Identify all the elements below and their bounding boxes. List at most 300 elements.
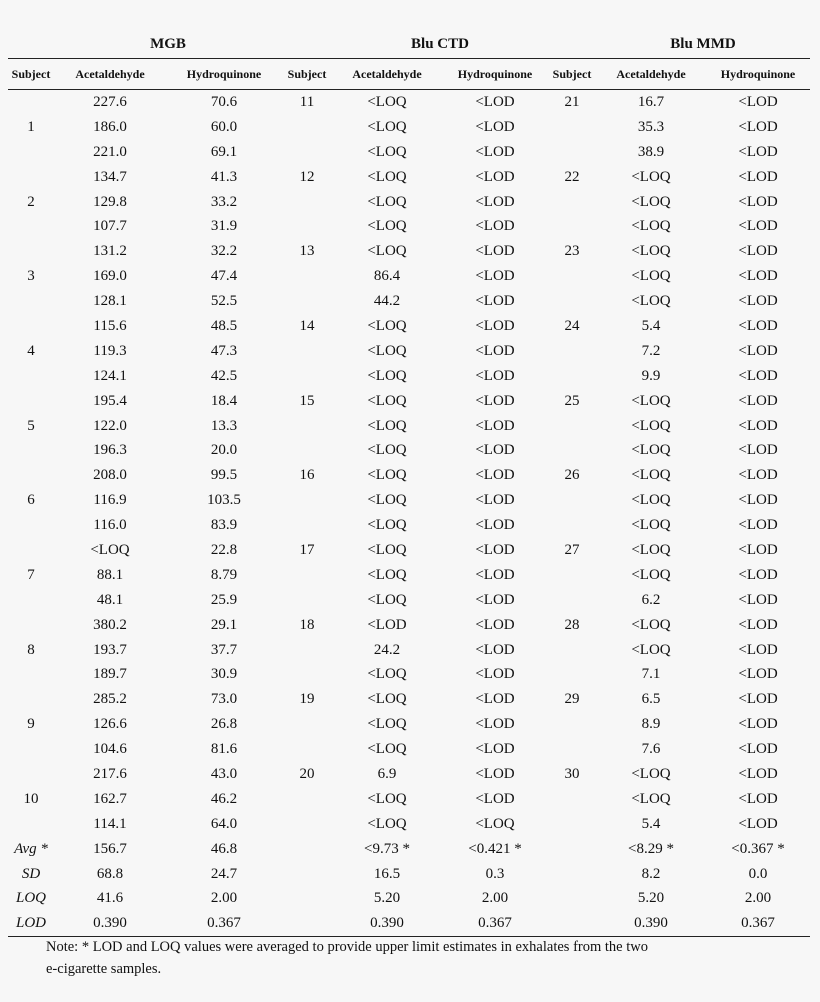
mmd-acetaldehyde-cell: <LOQ [631, 541, 671, 558]
mmd-subject-cell: 29 [564, 691, 580, 708]
mmd-hydroquinone-cell: <LOD [738, 741, 778, 758]
table-row [8, 264, 810, 289]
table-body [8, 90, 810, 937]
mmd-hydroquinone-cell: <LOD [738, 691, 778, 708]
mgb-acetaldehyde-cell: 134.7 [93, 168, 127, 185]
summary-value: 5.20 [373, 890, 401, 907]
mgb-subject-cell: 1 [27, 118, 35, 135]
mmd-acetaldehyde-cell: <LOQ [631, 790, 671, 807]
group-header-blu-mmd: Blu MMD [670, 35, 736, 52]
mmd-hydroquinone-cell: <LOD [738, 243, 778, 260]
mgb-subject-cell [8, 214, 54, 239]
ctd-acetaldehyde-cell: <LOQ [367, 492, 407, 509]
table-row [8, 563, 810, 588]
table-row [8, 140, 810, 165]
mgb-hydroquinone-cell: 99.5 [210, 467, 238, 484]
ctd-subject-cell: 19 [299, 691, 315, 708]
mmd-subject-cell [548, 488, 596, 513]
mmd-hydroquinone-cell: <LOD [738, 168, 778, 185]
summary-value: 2.00 [210, 890, 238, 907]
mgb-hydroquinone-cell: 69.1 [210, 143, 238, 160]
mgb-subject-cell: 5 [27, 417, 35, 434]
table-row [8, 115, 810, 140]
ctd-subject-cell [282, 488, 332, 513]
mgb-hydroquinone-cell: 47.3 [210, 342, 238, 359]
ctd-subject-cell [282, 588, 332, 613]
mgb-subject-cell [8, 662, 54, 687]
ctd-hydroquinone-cell: <LOD [475, 268, 515, 285]
ctd-hydroquinone-cell: <LOD [475, 790, 515, 807]
mgb-acetaldehyde-cell: 114.1 [93, 815, 127, 832]
ctd-acetaldehyde-cell: <LOQ [367, 317, 407, 334]
ctd-hydroquinone-cell: <LOD [475, 218, 515, 235]
mgb-acetaldehyde-cell: 116.9 [93, 492, 127, 509]
mgb-subject-cell: 4 [27, 342, 35, 359]
mmd-acetaldehyde-cell: <LOQ [631, 641, 671, 658]
table-row [8, 687, 810, 712]
ctd-hydroquinone-cell: <LOD [475, 392, 515, 409]
ctd-acetaldehyde-cell: 86.4 [373, 268, 401, 285]
mmd-acetaldehyde-cell: <LOQ [631, 218, 671, 235]
column-header-row [8, 59, 810, 90]
ctd-hydroquinone-cell: <LOQ [475, 815, 515, 832]
mgb-subject-cell [8, 165, 54, 190]
mmd-subject-cell [548, 737, 596, 762]
mmd-hydroquinone-cell: <LOD [738, 517, 778, 534]
mgb-acetaldehyde-cell: 88.1 [96, 566, 124, 583]
mmd-subject-cell [548, 115, 596, 140]
mmd-hydroquinone-cell: <LOD [738, 193, 778, 210]
summary-value: 0.367 [706, 911, 810, 936]
mgb-subject-cell: 7 [27, 566, 35, 583]
mgb-subject-cell: 3 [27, 268, 35, 285]
ctd-hydroquinone-cell: <LOD [475, 367, 515, 384]
mmd-subject-cell [548, 438, 596, 463]
mgb-subject-cell [8, 513, 54, 538]
table-row [8, 239, 810, 264]
mmd-subject-cell: 28 [564, 616, 580, 633]
table-row [8, 90, 810, 115]
summary-value: 0.390 [54, 911, 166, 936]
ctd-subject-cell [282, 339, 332, 364]
column-header: Subject [8, 59, 54, 90]
mmd-acetaldehyde-cell: <LOQ [631, 168, 671, 185]
mmd-hydroquinone-cell: <LOD [738, 268, 778, 285]
ctd-subject-cell [282, 662, 332, 687]
ctd-hydroquinone-cell: <LOD [475, 467, 515, 484]
mgb-hydroquinone-cell: 8.79 [210, 566, 238, 583]
mmd-subject-cell [548, 787, 596, 812]
ctd-hydroquinone-cell: <LOD [475, 716, 515, 733]
mgb-subject-cell [8, 314, 54, 339]
table-row [8, 414, 810, 439]
table-row [8, 662, 810, 687]
ctd-subject-cell [282, 787, 332, 812]
ctd-acetaldehyde-cell: <LOQ [367, 666, 407, 683]
ctd-subject-cell: 17 [299, 541, 315, 558]
mmd-subject-cell: 21 [564, 93, 580, 110]
ctd-subject-cell [282, 289, 332, 314]
table-row [8, 812, 810, 837]
ctd-subject-cell [282, 513, 332, 538]
mgb-subject-cell [8, 812, 54, 837]
summary-label: Avg * [14, 840, 48, 857]
mmd-subject-cell [548, 812, 596, 837]
empty-cell [548, 887, 596, 912]
mmd-acetaldehyde-cell: <LOQ [631, 193, 671, 210]
ctd-acetaldehyde-cell: <LOQ [367, 517, 407, 534]
mgb-acetaldehyde-cell: 119.3 [93, 342, 127, 359]
mmd-acetaldehyde-cell: <LOQ [631, 442, 671, 459]
empty-cell [282, 837, 332, 862]
mmd-hydroquinone-cell: <LOD [738, 616, 778, 633]
summary-value: <0.367 * [731, 840, 785, 857]
ctd-hydroquinone-cell: <LOD [475, 691, 515, 708]
mmd-hydroquinone-cell: <LOD [738, 815, 778, 832]
mgb-subject-cell [8, 463, 54, 488]
ctd-hydroquinone-cell: <LOD [475, 243, 515, 260]
ctd-subject-cell: 15 [299, 392, 315, 409]
mmd-acetaldehyde-cell: <LOQ [631, 268, 671, 285]
mmd-subject-cell: 22 [564, 168, 580, 185]
ctd-acetaldehyde-cell: <LOQ [367, 566, 407, 583]
ctd-subject-cell [282, 812, 332, 837]
mmd-hydroquinone-cell: <LOD [738, 218, 778, 235]
mmd-subject-cell [548, 588, 596, 613]
ctd-subject-cell [282, 563, 332, 588]
summary-row [8, 862, 810, 887]
exhalate-results-table [8, 30, 810, 937]
mgb-hydroquinone-cell: 46.2 [210, 790, 238, 807]
mgb-hydroquinone-cell: 103.5 [207, 492, 241, 509]
mgb-acetaldehyde-cell: 131.2 [93, 243, 127, 260]
mgb-acetaldehyde-cell: 116.0 [93, 517, 127, 534]
table-row [8, 339, 810, 364]
mmd-subject-cell [548, 712, 596, 737]
mmd-subject-cell [548, 638, 596, 663]
mgb-subject-cell [8, 538, 54, 563]
mgb-acetaldehyde-cell: 227.6 [93, 93, 127, 110]
summary-value: <0.421 * [468, 840, 522, 857]
mgb-subject-cell [8, 687, 54, 712]
ctd-acetaldehyde-cell: <LOD [367, 616, 407, 633]
table-row [8, 737, 810, 762]
empty-cell [282, 862, 332, 887]
mmd-acetaldehyde-cell: <LOQ [631, 467, 671, 484]
table-row [8, 438, 810, 463]
mmd-hydroquinone-cell: <LOD [738, 566, 778, 583]
mmd-hydroquinone-cell: <LOD [738, 541, 778, 558]
mmd-acetaldehyde-cell: 5.4 [641, 317, 661, 334]
ctd-acetaldehyde-cell: <LOQ [367, 541, 407, 558]
ctd-acetaldehyde-cell: <LOQ [367, 716, 407, 733]
summary-value: 0.390 [332, 911, 442, 936]
table-row [8, 165, 810, 190]
ctd-acetaldehyde-cell: <LOQ [367, 815, 407, 832]
mgb-acetaldehyde-cell: 208.0 [93, 467, 127, 484]
mgb-hydroquinone-cell: 13.3 [210, 417, 238, 434]
summary-value: <8.29 * [628, 840, 674, 857]
ctd-hydroquinone-cell: <LOD [475, 143, 515, 160]
ctd-subject-cell [282, 115, 332, 140]
mmd-acetaldehyde-cell: 9.9 [641, 367, 661, 384]
table-row [8, 513, 810, 538]
summary-value: 0.0 [748, 865, 768, 882]
mgb-subject-cell [8, 140, 54, 165]
mgb-acetaldehyde-cell: 128.1 [93, 293, 127, 310]
mgb-subject-cell: 2 [27, 193, 35, 210]
mgb-hydroquinone-cell: 47.4 [210, 268, 238, 285]
mmd-subject-cell [548, 140, 596, 165]
group-header-mgb: MGB [150, 35, 186, 52]
ctd-hydroquinone-cell: <LOD [475, 666, 515, 683]
table-row [8, 389, 810, 414]
mmd-acetaldehyde-cell: 35.3 [637, 118, 665, 135]
mgb-subject-cell [8, 762, 54, 787]
summary-value: 46.8 [210, 840, 238, 857]
table-row [8, 762, 810, 787]
mgb-hydroquinone-cell: 22.8 [210, 541, 238, 558]
table-row [8, 787, 810, 812]
summary-value: 0.390 [596, 911, 706, 936]
column-header: Hydroquinone [442, 59, 548, 90]
mmd-subject-cell [548, 190, 596, 215]
mmd-acetaldehyde-cell: <LOQ [631, 243, 671, 260]
mgb-acetaldehyde-cell: 169.0 [93, 268, 127, 285]
mmd-subject-cell [548, 364, 596, 389]
mmd-hydroquinone-cell: <LOD [738, 591, 778, 608]
ctd-acetaldehyde-cell: <LOQ [367, 691, 407, 708]
mgb-subject-cell: 10 [23, 790, 39, 807]
empty-cell [282, 887, 332, 912]
summary-value: 0.3 [485, 865, 505, 882]
summary-row [8, 911, 810, 936]
ctd-acetaldehyde-cell: <LOQ [367, 168, 407, 185]
ctd-acetaldehyde-cell: <LOQ [367, 218, 407, 235]
mgb-subject-cell: 6 [27, 492, 35, 509]
mgb-hydroquinone-cell: 20.0 [210, 442, 238, 459]
mgb-acetaldehyde-cell: 162.7 [93, 790, 127, 807]
mmd-acetaldehyde-cell: <LOQ [631, 765, 671, 782]
mgb-hydroquinone-cell: 42.5 [210, 367, 238, 384]
ctd-hydroquinone-cell: <LOD [475, 168, 515, 185]
ctd-acetaldehyde-cell: <LOQ [367, 392, 407, 409]
column-header: Hydroquinone [166, 59, 282, 90]
ctd-subject-cell [282, 712, 332, 737]
mgb-subject-cell [8, 239, 54, 264]
ctd-hydroquinone-cell: <LOD [475, 591, 515, 608]
ctd-subject-cell: 18 [299, 616, 315, 633]
mgb-hydroquinone-cell: 37.7 [210, 641, 238, 658]
ctd-acetaldehyde-cell: <LOQ [367, 118, 407, 135]
ctd-hydroquinone-cell: <LOD [475, 442, 515, 459]
table-footnote [46, 936, 776, 980]
mmd-acetaldehyde-cell: 6.2 [641, 591, 661, 608]
mgb-subject-cell [8, 737, 54, 762]
summary-label: SD [21, 865, 41, 882]
ctd-hydroquinone-cell: <LOD [475, 93, 515, 110]
ctd-acetaldehyde-cell: <LOQ [367, 442, 407, 459]
ctd-subject-cell: 14 [299, 317, 315, 334]
summary-row [8, 887, 810, 912]
ctd-hydroquinone-cell: <LOD [475, 517, 515, 534]
mmd-acetaldehyde-cell: 7.6 [641, 741, 661, 758]
summary-value: 16.5 [373, 865, 401, 882]
mmd-subject-cell [548, 264, 596, 289]
summary-value: <9.73 * [364, 840, 410, 857]
mmd-acetaldehyde-cell: 16.7 [637, 93, 665, 110]
mmd-acetaldehyde-cell: <LOQ [631, 616, 671, 633]
column-header: Acetaldehyde [596, 59, 706, 90]
mmd-acetaldehyde-cell: <LOQ [631, 492, 671, 509]
mmd-hydroquinone-cell: <LOD [738, 367, 778, 384]
mgb-subject-cell [8, 438, 54, 463]
summary-value: 156.7 [93, 840, 127, 857]
group-header-blu-ctd: Blu CTD [411, 35, 469, 52]
ctd-acetaldehyde-cell: <LOQ [367, 367, 407, 384]
table-row [8, 314, 810, 339]
mgb-acetaldehyde-cell: <LOQ [90, 541, 130, 558]
ctd-hydroquinone-cell: <LOD [475, 541, 515, 558]
mmd-subject-cell [548, 414, 596, 439]
table-row [8, 463, 810, 488]
mmd-hydroquinone-cell: <LOD [738, 641, 778, 658]
mgb-hydroquinone-cell: 48.5 [210, 317, 238, 334]
mgb-hydroquinone-cell: 18.4 [210, 392, 238, 409]
mgb-hydroquinone-cell: 30.9 [210, 666, 238, 683]
ctd-subject-cell [282, 737, 332, 762]
summary-value: 41.6 [96, 890, 124, 907]
mmd-subject-cell: 23 [564, 243, 580, 260]
empty-cell [282, 911, 332, 936]
summary-value: 0.367 [166, 911, 282, 936]
mmd-hydroquinone-cell: <LOD [738, 765, 778, 782]
ctd-subject-cell: 16 [299, 467, 315, 484]
mmd-subject-cell [548, 214, 596, 239]
mgb-acetaldehyde-cell: 122.0 [93, 417, 127, 434]
mgb-acetaldehyde-cell: 217.6 [93, 765, 127, 782]
mmd-hydroquinone-cell: <LOD [738, 93, 778, 110]
ctd-acetaldehyde-cell: <LOQ [367, 143, 407, 160]
mgb-subject-cell [8, 90, 54, 115]
mmd-hydroquinone-cell: <LOD [738, 492, 778, 509]
group-header-row [8, 30, 810, 59]
column-header: Hydroquinone [706, 59, 810, 90]
mmd-subject-cell [548, 563, 596, 588]
mgb-hydroquinone-cell: 83.9 [210, 517, 238, 534]
mmd-subject-cell: 26 [564, 467, 580, 484]
mgb-acetaldehyde-cell: 48.1 [96, 591, 124, 608]
ctd-subject-cell: 20 [299, 765, 315, 782]
summary-value: 68.8 [96, 865, 124, 882]
mgb-acetaldehyde-cell: 189.7 [93, 666, 127, 683]
ctd-acetaldehyde-cell: <LOQ [367, 790, 407, 807]
mgb-subject-cell: 8 [27, 641, 35, 658]
mgb-hydroquinone-cell: 43.0 [210, 765, 238, 782]
mmd-acetaldehyde-cell: <LOQ [631, 417, 671, 434]
ctd-hydroquinone-cell: <LOD [475, 616, 515, 633]
ctd-acetaldehyde-cell: 6.9 [377, 765, 397, 782]
mmd-hydroquinone-cell: <LOD [738, 342, 778, 359]
table-row [8, 712, 810, 737]
mgb-acetaldehyde-cell: 107.7 [93, 218, 127, 235]
ctd-hydroquinone-cell: <LOD [475, 118, 515, 135]
column-header: Subject [282, 59, 332, 90]
mgb-subject-cell [8, 289, 54, 314]
mgb-acetaldehyde-cell: 221.0 [93, 143, 127, 160]
mgb-acetaldehyde-cell: 193.7 [93, 641, 127, 658]
ctd-subject-cell [282, 140, 332, 165]
mmd-hydroquinone-cell: <LOD [738, 666, 778, 683]
mgb-hydroquinone-cell: 52.5 [210, 293, 238, 310]
mgb-acetaldehyde-cell: 126.6 [93, 716, 127, 733]
ctd-hydroquinone-cell: <LOD [475, 566, 515, 583]
ctd-acetaldehyde-cell: <LOQ [367, 741, 407, 758]
mmd-hydroquinone-cell: <LOD [738, 118, 778, 135]
mgb-acetaldehyde-cell: 115.6 [93, 317, 127, 334]
table-row [8, 588, 810, 613]
ctd-subject-cell [282, 214, 332, 239]
mgb-hydroquinone-cell: 32.2 [210, 243, 238, 260]
mmd-acetaldehyde-cell: <LOQ [631, 566, 671, 583]
ctd-hydroquinone-cell: <LOD [475, 741, 515, 758]
ctd-hydroquinone-cell: <LOD [475, 417, 515, 434]
ctd-hydroquinone-cell: <LOD [475, 492, 515, 509]
table-row [8, 538, 810, 563]
summary-value: 5.20 [637, 890, 665, 907]
mgb-subject-cell [8, 613, 54, 638]
mmd-acetaldehyde-cell: 8.9 [641, 716, 661, 733]
table-row [8, 613, 810, 638]
summary-label: LOD [8, 911, 54, 936]
ctd-acetaldehyde-cell: 44.2 [373, 293, 401, 310]
mmd-hydroquinone-cell: <LOD [738, 293, 778, 310]
footnote-line-2: e-cigarette samples. [46, 961, 162, 977]
ctd-subject-cell: 11 [299, 93, 315, 110]
mmd-hydroquinone-cell: <LOD [738, 716, 778, 733]
mgb-hydroquinone-cell: 64.0 [210, 815, 238, 832]
footnote-line-1: Note: * LOD and LOQ values were averaged to provide upper limit estimates in exhalates from the two [46, 939, 648, 955]
summary-value: 2.00 [744, 890, 772, 907]
mmd-hydroquinone-cell: <LOD [738, 442, 778, 459]
ctd-acetaldehyde-cell: <LOQ [367, 417, 407, 434]
mgb-acetaldehyde-cell: 129.8 [93, 193, 127, 210]
mgb-hydroquinone-cell: 25.9 [210, 591, 238, 608]
mmd-subject-cell [548, 513, 596, 538]
ctd-subject-cell: 12 [299, 168, 315, 185]
summary-row [8, 837, 810, 862]
mmd-subject-cell: 25 [564, 392, 580, 409]
summary-value: 0.367 [442, 911, 548, 936]
ctd-acetaldehyde-cell: <LOQ [367, 193, 407, 210]
mgb-acetaldehyde-cell: 380.2 [93, 616, 127, 633]
mmd-acetaldehyde-cell: 7.1 [641, 666, 661, 683]
mmd-subject-cell [548, 339, 596, 364]
mgb-hydroquinone-cell: 73.0 [210, 691, 238, 708]
table-row [8, 638, 810, 663]
mmd-subject-cell: 24 [564, 317, 580, 334]
ctd-hydroquinone-cell: <LOD [475, 342, 515, 359]
ctd-acetaldehyde-cell: <LOQ [367, 342, 407, 359]
mmd-acetaldehyde-cell: <LOQ [631, 293, 671, 310]
mgb-hydroquinone-cell: 26.8 [210, 716, 238, 733]
column-header: Acetaldehyde [332, 59, 442, 90]
mmd-subject-cell [548, 662, 596, 687]
mgb-hydroquinone-cell: 70.6 [210, 93, 238, 110]
ctd-subject-cell [282, 414, 332, 439]
ctd-hydroquinone-cell: <LOD [475, 765, 515, 782]
empty-cell [548, 837, 596, 862]
